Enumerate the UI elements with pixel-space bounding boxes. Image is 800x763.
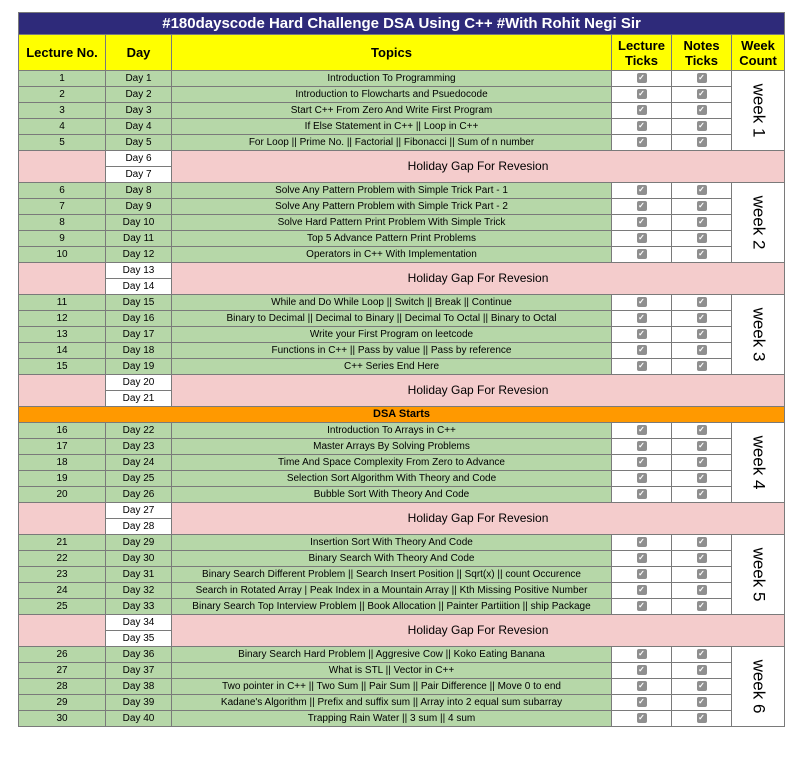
holiday-text: Holiday Gap For Revesion <box>172 151 785 183</box>
checkbox-checked-icon[interactable]: ✓ <box>638 649 645 659</box>
dsa-starts-label: DSA Starts <box>19 407 785 423</box>
header-day: Day <box>106 35 172 71</box>
checkbox-checked-icon[interactable]: ✓ <box>698 569 705 579</box>
checkbox-checked-icon[interactable]: ✓ <box>698 185 705 195</box>
checkbox-checked-icon[interactable]: ✓ <box>638 697 645 707</box>
notes-tick-cell <box>672 567 732 583</box>
lecture-tick-cell <box>612 183 672 199</box>
checkbox-checked-icon[interactable]: ✓ <box>638 329 645 339</box>
table-row <box>19 311 785 327</box>
day-cell: Day 33 <box>106 599 172 615</box>
topic-cell: Trapping Rain Water || 3 sum || 4 sum <box>172 711 612 727</box>
lecture-tick-cell <box>612 551 672 567</box>
table-row <box>19 487 785 503</box>
holiday-day-cell: Day 14 <box>106 279 172 295</box>
notes-tick-cell <box>672 311 732 327</box>
lecture-tick-cell <box>612 343 672 359</box>
holiday-blank-cell <box>19 503 106 535</box>
lecture-tick-cell <box>612 199 672 215</box>
lecture-tick-cell <box>612 663 672 679</box>
lecture-tick-cell <box>612 295 672 311</box>
checkbox-checked-icon[interactable]: ✓ <box>638 137 645 147</box>
week-count-cell <box>732 183 785 263</box>
lecture-number: 24 <box>19 583 106 599</box>
lecture-tick-cell <box>612 359 672 375</box>
notes-tick-cell <box>672 647 732 663</box>
checkbox-checked-icon[interactable]: ✓ <box>698 553 705 563</box>
checkbox-checked-icon[interactable]: ✓ <box>698 137 705 147</box>
day-cell: Day 22 <box>106 423 172 439</box>
notes-tick-cell <box>672 295 732 311</box>
topic-cell: While and Do While Loop || Switch || Break || Continue <box>172 295 612 311</box>
day-cell: Day 39 <box>106 695 172 711</box>
dsa-start-row <box>19 407 785 423</box>
checkbox-checked-icon[interactable]: ✓ <box>638 473 645 483</box>
topic-cell: What is STL || Vector in C++ <box>172 663 612 679</box>
day-cell: Day 15 <box>106 295 172 311</box>
week-count-cell <box>732 295 785 375</box>
notes-tick-cell <box>672 215 732 231</box>
lecture-number: 2 <box>19 87 106 103</box>
checkbox-checked-icon[interactable]: ✓ <box>638 297 645 307</box>
table-row <box>19 247 785 263</box>
topic-cell: Binary to Decimal || Decimal to Binary || Decimal To Octal || Binary to Octal <box>172 311 612 327</box>
lecture-tick-cell <box>612 487 672 503</box>
lecture-tick-cell <box>612 71 672 87</box>
table-row <box>19 455 785 471</box>
table-row <box>19 583 785 599</box>
checkbox-checked-icon[interactable]: ✓ <box>638 601 645 611</box>
topic-cell: Functions in C++ || Pass by value || Pass by reference <box>172 343 612 359</box>
week-label: week 3 <box>749 307 769 362</box>
day-cell: Day 5 <box>106 135 172 151</box>
table-row <box>19 711 785 727</box>
week-count-cell <box>732 423 785 503</box>
lecture-number: 16 <box>19 423 106 439</box>
notes-tick-cell <box>672 231 732 247</box>
day-cell: Day 10 <box>106 215 172 231</box>
checkbox-checked-icon[interactable]: ✓ <box>698 489 705 499</box>
week-label: week 4 <box>749 435 769 490</box>
checkbox-checked-icon[interactable]: ✓ <box>698 329 705 339</box>
day-cell: Day 9 <box>106 199 172 215</box>
table-row <box>19 135 785 151</box>
day-cell: Day 40 <box>106 711 172 727</box>
checkbox-checked-icon[interactable]: ✓ <box>638 361 645 371</box>
table-row <box>19 695 785 711</box>
day-cell: Day 24 <box>106 455 172 471</box>
header-week-count: Week Count <box>732 35 785 71</box>
checkbox-checked-icon[interactable]: ✓ <box>698 697 705 707</box>
day-cell: Day 2 <box>106 87 172 103</box>
holiday-row <box>19 503 785 519</box>
holiday-day-cell: Day 13 <box>106 263 172 279</box>
checkbox-checked-icon[interactable]: ✓ <box>698 441 705 451</box>
checkbox-checked-icon[interactable]: ✓ <box>638 569 645 579</box>
table-row <box>19 423 785 439</box>
checkbox-checked-icon[interactable]: ✓ <box>698 425 705 435</box>
lecture-number: 27 <box>19 663 106 679</box>
day-cell: Day 26 <box>106 487 172 503</box>
lecture-number: 6 <box>19 183 106 199</box>
notes-tick-cell <box>672 183 732 199</box>
notes-tick-cell <box>672 199 732 215</box>
lecture-tick-cell <box>612 327 672 343</box>
lecture-number: 23 <box>19 567 106 583</box>
lecture-tick-cell <box>612 647 672 663</box>
topic-cell: Binary Search Different Problem || Search Insert Position || Sqrt(x) || count Occurence <box>172 567 612 583</box>
holiday-day-cell: Day 21 <box>106 391 172 407</box>
topic-cell: Master Arrays By Solving Problems <box>172 439 612 455</box>
notes-tick-cell <box>672 359 732 375</box>
day-cell: Day 36 <box>106 647 172 663</box>
checkbox-checked-icon[interactable]: ✓ <box>698 537 705 547</box>
day-cell: Day 32 <box>106 583 172 599</box>
table-row <box>19 295 785 311</box>
topic-cell: Solve Any Pattern Problem with Simple Trick Part - 1 <box>172 183 612 199</box>
topic-cell: Binary Search Hard Problem || Aggresive Cow || Koko Eating Banana <box>172 647 612 663</box>
checkbox-checked-icon[interactable]: ✓ <box>638 457 645 467</box>
topic-cell: Operators in C++ With Implementation <box>172 247 612 263</box>
lecture-tick-cell <box>612 711 672 727</box>
lecture-tick-cell <box>612 535 672 551</box>
lecture-tick-cell <box>612 679 672 695</box>
notes-tick-cell <box>672 327 732 343</box>
table-row <box>19 535 785 551</box>
checkbox-checked-icon[interactable]: ✓ <box>638 121 645 131</box>
holiday-row <box>19 615 785 631</box>
day-cell: Day 1 <box>106 71 172 87</box>
week-label: week 2 <box>749 195 769 250</box>
holiday-blank-cell <box>19 151 106 183</box>
checkbox-checked-icon[interactable]: ✓ <box>638 553 645 563</box>
notes-tick-cell <box>672 551 732 567</box>
day-cell: Day 19 <box>106 359 172 375</box>
topic-cell: Selection Sort Algorithm With Theory and Code <box>172 471 612 487</box>
lecture-number: 4 <box>19 119 106 135</box>
topic-cell: C++ Series End Here <box>172 359 612 375</box>
lecture-number: 19 <box>19 471 106 487</box>
lecture-number: 7 <box>19 199 106 215</box>
lecture-number: 9 <box>19 231 106 247</box>
sheet-title: #180dayscode Hard Challenge DSA Using C++ #With Rohit Negi Sir <box>19 13 785 35</box>
table-row <box>19 551 785 567</box>
day-cell: Day 8 <box>106 183 172 199</box>
topic-cell: Bubble Sort With Theory And Code <box>172 487 612 503</box>
holiday-day-cell: Day 35 <box>106 631 172 647</box>
day-cell: Day 38 <box>106 679 172 695</box>
table-row <box>19 103 785 119</box>
topic-cell: Time And Space Complexity From Zero to Advance <box>172 455 612 471</box>
holiday-text: Holiday Gap For Revesion <box>172 375 785 407</box>
checkbox-checked-icon[interactable]: ✓ <box>698 217 705 227</box>
lecture-tick-cell <box>612 471 672 487</box>
header-lecture-no: Lecture No. <box>19 35 106 71</box>
table-row <box>19 199 785 215</box>
table-row <box>19 471 785 487</box>
checkbox-checked-icon[interactable]: ✓ <box>698 313 705 323</box>
notes-tick-cell <box>672 487 732 503</box>
lecture-number: 3 <box>19 103 106 119</box>
holiday-row <box>19 263 785 279</box>
checkbox-checked-icon[interactable]: ✓ <box>638 249 645 259</box>
table-row <box>19 215 785 231</box>
lecture-number: 11 <box>19 295 106 311</box>
checkbox-checked-icon[interactable]: ✓ <box>698 233 705 243</box>
holiday-row <box>19 375 785 391</box>
week-label: week 5 <box>749 547 769 602</box>
notes-tick-cell <box>672 87 732 103</box>
table-row <box>19 71 785 87</box>
lecture-tick-cell <box>612 311 672 327</box>
holiday-day-cell: Day 6 <box>106 151 172 167</box>
notes-tick-cell <box>672 71 732 87</box>
lecture-number: 21 <box>19 535 106 551</box>
lecture-number: 12 <box>19 311 106 327</box>
table-row <box>19 679 785 695</box>
day-cell: Day 25 <box>106 471 172 487</box>
lecture-number: 14 <box>19 343 106 359</box>
lecture-tick-cell <box>612 599 672 615</box>
header-notes-ticks: Notes Ticks <box>672 35 732 71</box>
topic-cell: Binary Search With Theory And Code <box>172 551 612 567</box>
checkbox-checked-icon[interactable]: ✓ <box>698 105 705 115</box>
checkbox-checked-icon[interactable]: ✓ <box>638 233 645 243</box>
checkbox-checked-icon[interactable]: ✓ <box>638 201 645 211</box>
topic-cell: Start C++ From Zero And Write First Program <box>172 103 612 119</box>
notes-tick-cell <box>672 471 732 487</box>
day-cell: Day 3 <box>106 103 172 119</box>
holiday-blank-cell <box>19 375 106 407</box>
lecture-number: 8 <box>19 215 106 231</box>
week-label: week 1 <box>749 83 769 138</box>
table-row <box>19 327 785 343</box>
holiday-text: Holiday Gap For Revesion <box>172 615 785 647</box>
holiday-blank-cell <box>19 615 106 647</box>
header-lecture-ticks: Lecture Ticks <box>612 35 672 71</box>
table-row <box>19 647 785 663</box>
day-cell: Day 17 <box>106 327 172 343</box>
table-row <box>19 359 785 375</box>
day-cell: Day 29 <box>106 535 172 551</box>
topic-cell: Introduction to Flowcharts and Psuedocode <box>172 87 612 103</box>
week-count-cell <box>732 647 785 727</box>
topic-cell: If Else Statement in C++ || Loop in C++ <box>172 119 612 135</box>
day-cell: Day 11 <box>106 231 172 247</box>
checkbox-checked-icon[interactable]: ✓ <box>698 649 705 659</box>
lecture-tick-cell <box>612 439 672 455</box>
holiday-row <box>19 151 785 167</box>
lecture-tick-cell <box>612 583 672 599</box>
topic-cell: For Loop || Prime No. || Factorial || Fibonacci || Sum of n number <box>172 135 612 151</box>
table-row <box>19 343 785 359</box>
lecture-number: 30 <box>19 711 106 727</box>
lecture-number: 1 <box>19 71 106 87</box>
checkbox-checked-icon[interactable]: ✓ <box>638 217 645 227</box>
checkbox-checked-icon[interactable]: ✓ <box>638 441 645 451</box>
notes-tick-cell <box>672 103 732 119</box>
checkbox-checked-icon[interactable]: ✓ <box>698 361 705 371</box>
checkbox-checked-icon[interactable]: ✓ <box>698 473 705 483</box>
lecture-number: 18 <box>19 455 106 471</box>
lecture-number: 26 <box>19 647 106 663</box>
topic-cell: Introduction To Programming <box>172 71 612 87</box>
table-row <box>19 231 785 247</box>
lecture-tick-cell <box>612 247 672 263</box>
schedule-table <box>18 12 785 727</box>
checkbox-checked-icon[interactable]: ✓ <box>638 105 645 115</box>
topic-cell: Two pointer in C++ || Two Sum || Pair Sum || Pair Difference || Move 0 to end <box>172 679 612 695</box>
checkbox-checked-icon[interactable]: ✓ <box>638 585 645 595</box>
lecture-number: 5 <box>19 135 106 151</box>
checkbox-checked-icon[interactable]: ✓ <box>638 345 645 355</box>
checkbox-checked-icon[interactable]: ✓ <box>638 89 645 99</box>
table-row <box>19 599 785 615</box>
notes-tick-cell <box>672 679 732 695</box>
topic-cell: Solve Hard Pattern Print Problem With Simple Trick <box>172 215 612 231</box>
lecture-number: 28 <box>19 679 106 695</box>
table-row <box>19 87 785 103</box>
lecture-number: 25 <box>19 599 106 615</box>
lecture-number: 15 <box>19 359 106 375</box>
topic-cell: Kadane's Algorithm || Prefix and suffix sum || Array into 2 equal sum subarray <box>172 695 612 711</box>
notes-tick-cell <box>672 599 732 615</box>
lecture-tick-cell <box>612 455 672 471</box>
notes-tick-cell <box>672 119 732 135</box>
checkbox-checked-icon[interactable]: ✓ <box>638 185 645 195</box>
topic-cell: Binary Search Top Interview Problem || Book Allocation || Painter Partiition || ship Package <box>172 599 612 615</box>
checkbox-checked-icon[interactable]: ✓ <box>698 121 705 131</box>
table-row <box>19 663 785 679</box>
checkbox-checked-icon[interactable]: ✓ <box>638 313 645 323</box>
checkbox-checked-icon[interactable]: ✓ <box>698 713 705 723</box>
lecture-tick-cell <box>612 103 672 119</box>
day-cell: Day 31 <box>106 567 172 583</box>
topic-cell: Write your First Program on leetcode <box>172 327 612 343</box>
lecture-number: 29 <box>19 695 106 711</box>
day-cell: Day 12 <box>106 247 172 263</box>
topic-cell: Insertion Sort With Theory And Code <box>172 535 612 551</box>
topic-cell: Introduction To Arrays in C++ <box>172 423 612 439</box>
lecture-tick-cell <box>612 119 672 135</box>
checkbox-checked-icon[interactable]: ✓ <box>638 681 645 691</box>
notes-tick-cell <box>672 439 732 455</box>
table-row <box>19 439 785 455</box>
lecture-number: 13 <box>19 327 106 343</box>
lecture-tick-cell <box>612 567 672 583</box>
lecture-tick-cell <box>612 231 672 247</box>
lecture-number: 20 <box>19 487 106 503</box>
holiday-day-cell: Day 34 <box>106 615 172 631</box>
checkbox-checked-icon[interactable]: ✓ <box>638 73 645 83</box>
day-cell: Day 37 <box>106 663 172 679</box>
checkbox-checked-icon[interactable]: ✓ <box>638 665 645 675</box>
table-row <box>19 567 785 583</box>
day-cell: Day 4 <box>106 119 172 135</box>
schedule-body <box>19 71 785 727</box>
header-topics: Topics <box>172 35 612 71</box>
checkbox-checked-icon[interactable]: ✓ <box>638 489 645 499</box>
notes-tick-cell <box>672 455 732 471</box>
week-count-cell <box>732 535 785 615</box>
lecture-number: 17 <box>19 439 106 455</box>
checkbox-checked-icon[interactable]: ✓ <box>698 297 705 307</box>
holiday-day-cell: Day 20 <box>106 375 172 391</box>
holiday-text: Holiday Gap For Revesion <box>172 503 785 535</box>
checkbox-checked-icon[interactable]: ✓ <box>698 585 705 595</box>
topic-cell: Search in Rotated Array | Peak Index in a Mountain Array || Kth Missing Positive Number <box>172 583 612 599</box>
day-cell: Day 30 <box>106 551 172 567</box>
notes-tick-cell <box>672 695 732 711</box>
checkbox-checked-icon[interactable]: ✓ <box>638 537 645 547</box>
notes-tick-cell <box>672 583 732 599</box>
week-label: week 6 <box>749 659 769 714</box>
checkbox-checked-icon[interactable]: ✓ <box>698 457 705 467</box>
notes-tick-cell <box>672 135 732 151</box>
notes-tick-cell <box>672 663 732 679</box>
checkbox-checked-icon[interactable]: ✓ <box>698 249 705 259</box>
week-count-cell <box>732 71 785 151</box>
checkbox-checked-icon[interactable]: ✓ <box>698 345 705 355</box>
table-row <box>19 119 785 135</box>
notes-tick-cell <box>672 535 732 551</box>
checkbox-checked-icon[interactable]: ✓ <box>698 601 705 611</box>
checkbox-checked-icon[interactable]: ✓ <box>638 713 645 723</box>
checkbox-checked-icon[interactable]: ✓ <box>698 201 705 211</box>
notes-tick-cell <box>672 247 732 263</box>
lecture-number: 22 <box>19 551 106 567</box>
lecture-tick-cell <box>612 215 672 231</box>
lecture-tick-cell <box>612 423 672 439</box>
topic-cell: Solve Any Pattern Problem with Simple Trick Part - 2 <box>172 199 612 215</box>
notes-tick-cell <box>672 343 732 359</box>
checkbox-checked-icon[interactable]: ✓ <box>698 665 705 675</box>
day-cell: Day 18 <box>106 343 172 359</box>
holiday-blank-cell <box>19 263 106 295</box>
day-cell: Day 23 <box>106 439 172 455</box>
checkbox-checked-icon[interactable]: ✓ <box>638 425 645 435</box>
holiday-day-cell: Day 28 <box>106 519 172 535</box>
holiday-text: Holiday Gap For Revesion <box>172 263 785 295</box>
checkbox-checked-icon[interactable]: ✓ <box>698 73 705 83</box>
notes-tick-cell <box>672 711 732 727</box>
table-row <box>19 183 785 199</box>
holiday-day-cell: Day 7 <box>106 167 172 183</box>
notes-tick-cell <box>672 423 732 439</box>
lecture-number: 10 <box>19 247 106 263</box>
checkbox-checked-icon[interactable]: ✓ <box>698 681 705 691</box>
day-cell: Day 16 <box>106 311 172 327</box>
holiday-day-cell: Day 27 <box>106 503 172 519</box>
lecture-tick-cell <box>612 87 672 103</box>
lecture-tick-cell <box>612 135 672 151</box>
topic-cell: Top 5 Advance Pattern Print Problems <box>172 231 612 247</box>
lecture-tick-cell <box>612 695 672 711</box>
checkbox-checked-icon[interactable]: ✓ <box>698 89 705 99</box>
